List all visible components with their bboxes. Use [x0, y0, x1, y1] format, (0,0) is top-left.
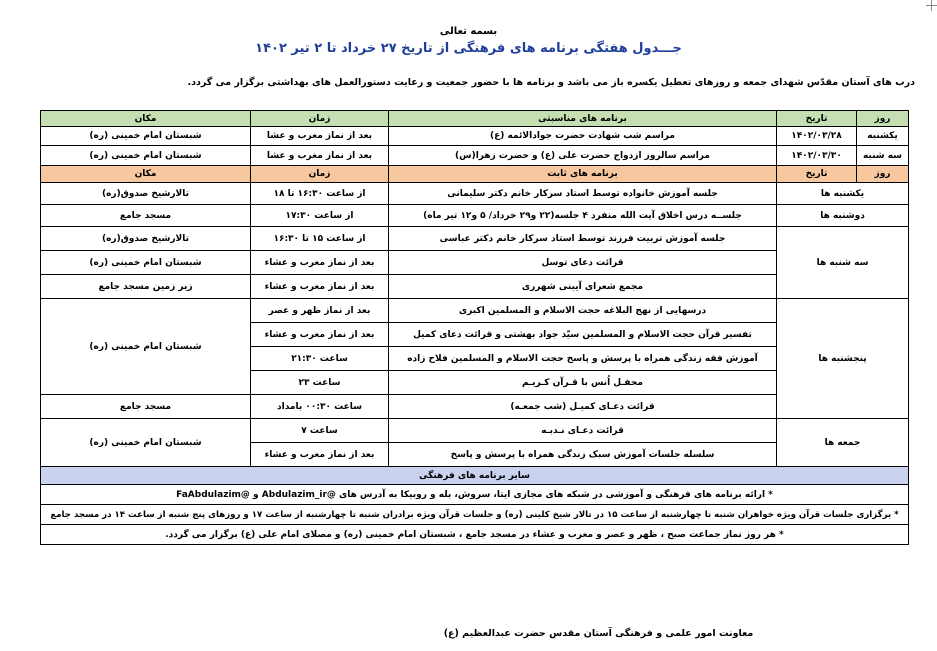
cell-date: ۱۴۰۲/۰۳/۳۰ — [777, 146, 857, 166]
note-row — [41, 485, 909, 505]
cell-place: شبستان امام خمینی (ره) — [41, 419, 251, 467]
cell-day: یکشنبه ها — [777, 183, 909, 205]
cell-place: شبستان امام خمینی (ره) — [41, 127, 251, 146]
cell-time: بعد از نماز مغرب و عشا — [251, 127, 389, 146]
table-row — [41, 127, 909, 146]
cell-place: شبستان امام خمینی (ره) — [41, 146, 251, 166]
cell-place: تالارشیخ صدوق(ره) — [41, 227, 251, 251]
note-social-media: * ارائه برنامه های فرهنگی و آموزشی در شبکه های مجازی ایتا، سروش، بله و روبیکا به آدرس های @Abdulazim_ir و @FaAbdulazim — [41, 485, 909, 505]
cell-program: تفسیر قرآن حجت الاسلام و المسلمین سیّد جواد بهشتی و قرائت دعای کمیل — [389, 323, 777, 347]
cell-day: پنجشنبه ها — [777, 299, 909, 419]
note-prayer: * هر روز نماز جماعت صبح ، ظهر و عصر و مغرب و عشاء در مسجد جامع ، شبستان امام خمینی (ره) و مصلای امام علی (ع) برگزار می گردد. — [41, 525, 909, 545]
cell-time: از ساعت ۱۶:۳۰ تا ۱۸ — [251, 183, 389, 205]
cell-program: جلسه آموزش خانواده توسط استاد سرکار خانم دکتر سلیمانی — [389, 183, 777, 205]
cell-program: درسهایی از نهج البلاغه حجت الاسلام و المسلمین اکبری — [389, 299, 777, 323]
cell-day: یکشنبه — [857, 127, 909, 146]
cell-program: جلســه درس اخلاق آیت الله منفرد ۴ جلسه(۲۲ و۲۹ خرداد/ ۵ و۱۲ تیر ماه) — [389, 205, 777, 227]
cell-place: تالارشیخ صدوق(ره) — [41, 183, 251, 205]
footer-label: معاونت امور علمی و فرهنگی آستان مقدس حضرت عبدالعظیم (ع) — [443, 628, 754, 639]
fixed-header-row — [41, 166, 909, 183]
header-date: تاریخ — [777, 111, 857, 127]
table-row — [41, 227, 909, 251]
cell-place: مسجد جامع — [41, 395, 251, 419]
cell-program: آموزش فقه زندگی همراه با پرسش و پاسخ حجت الاسلام و المسلمین فلاح زاده — [389, 347, 777, 371]
cell-time: بعد از نماز ظهر و عصر — [251, 299, 389, 323]
basmala: بسمه تعالی — [439, 26, 498, 37]
table-row — [41, 205, 909, 227]
cell-program: محفـل اُنس با قـرآن کـریـم — [389, 371, 777, 395]
cell-time: بعد از نماز مغرب و عشا — [251, 146, 389, 166]
cell-date: ۱۴۰۲/۰۳/۲۸ — [777, 127, 857, 146]
cell-time: ساعت ۰۰:۳۰ بامداد — [251, 395, 389, 419]
cell-program: سلسله جلسات آموزش سبک زندگی همراه با پرسش و پاسخ — [389, 443, 777, 467]
header-program: برنامه های ثابت — [389, 166, 777, 183]
cell-place: شبستان امام خمینی (ره) — [41, 251, 251, 275]
table-row — [41, 299, 909, 323]
cell-time: ساعت ۲۱:۳۰ — [251, 347, 389, 371]
cell-day: سه شنبه — [857, 146, 909, 166]
cell-program: قرائت دعـای نـدبـه — [389, 419, 777, 443]
cell-program: مجمع شعرای آیینی شهرری — [389, 275, 777, 299]
other-programs-header — [41, 467, 909, 485]
cell-place: مسجد جامع — [41, 205, 251, 227]
header-date: تاریخ — [777, 166, 857, 183]
header-day: روز — [857, 166, 909, 183]
header-time: زمان — [251, 111, 389, 127]
cell-time: از ساعت ۱۷:۳۰ — [251, 205, 389, 227]
schedule-table — [40, 110, 909, 545]
cell-program: قرائت دعای توسل — [389, 251, 777, 275]
header-day: روز — [857, 111, 909, 127]
table-row — [41, 419, 909, 443]
cell-day: سه شنبه ها — [777, 227, 909, 299]
cell-time: بعد از نماز مغرب و عشاء — [251, 443, 389, 467]
footer-text — [0, 628, 937, 639]
cell-time: ساعت ۲۳ — [251, 371, 389, 395]
cell-time: بعد از نماز مغرب و عشاء — [251, 323, 389, 347]
cell-program: قرائت دعـای کمیـل (شب جمعـه) — [389, 395, 777, 419]
cell-place: زیر زمین مسجد جامع — [41, 275, 251, 299]
intro-text: درب های آستان مقدّس شهدای جمعه و روزهای تعطیل یکسره باز می باشد و برنامه ها با حضور جمعیت و رعایت دستورالعمل های بهداشتی برگزار می گردد. — [187, 77, 915, 88]
cell-program: مراسم شب شهادت حضرت جوادالائمه (ع) — [389, 127, 777, 146]
cell-time: ساعت ۷ — [251, 419, 389, 443]
cell-time: از ساعت ۱۵ تا ۱۶:۳۰ — [251, 227, 389, 251]
cell-day: دوشنبه ها — [777, 205, 909, 227]
cell-day: جمعه ها — [777, 419, 909, 467]
cell-time: بعد از نماز مغرب و عشاء — [251, 275, 389, 299]
cell-place: شبستان امام خمینی (ره) — [41, 299, 251, 395]
cell-program: جلسه آموزش تربیت فرزند توسط استاد سرکار خانم دکتر عباسی — [389, 227, 777, 251]
special-header-row — [41, 111, 909, 127]
cell-time: بعد از نماز مغرب و عشاء — [251, 251, 389, 275]
note-row — [41, 525, 909, 545]
note-quran-sessions: * برگزاری جلسات قرآن ویژه خواهران شنبه تا چهارشنبه از ساعت ۱۵ در تالار شیخ کلینی (ره) و جلسات قرآن ویژه برادران شنبه تا چهارشنبه از ساعت ۱۷ و روزهای پنج شنبه از ساعت ۱۴ در مسجد جامع — [41, 505, 909, 525]
expand-handle-icon[interactable] — [926, 0, 937, 11]
other-programs-title: سایر برنامه های فرهنگی — [41, 467, 909, 485]
header-place: مکان — [41, 111, 251, 127]
note-row — [41, 505, 909, 525]
header-time: زمان — [251, 166, 389, 183]
page-title: جـــدول هفتگی برنامه های فرهنگی از تاریخ ۲۷ خرداد تا ۲ تیر ۱۴۰۲ — [255, 41, 682, 56]
header-program: برنامه های مناسبتی — [389, 111, 777, 127]
cell-program: مراسم سالروز ازدواج حضرت علی (ع) و حضرت زهرا(س) — [389, 146, 777, 166]
header-place: مکان — [41, 166, 251, 183]
table-row — [41, 183, 909, 205]
table-row — [41, 146, 909, 166]
